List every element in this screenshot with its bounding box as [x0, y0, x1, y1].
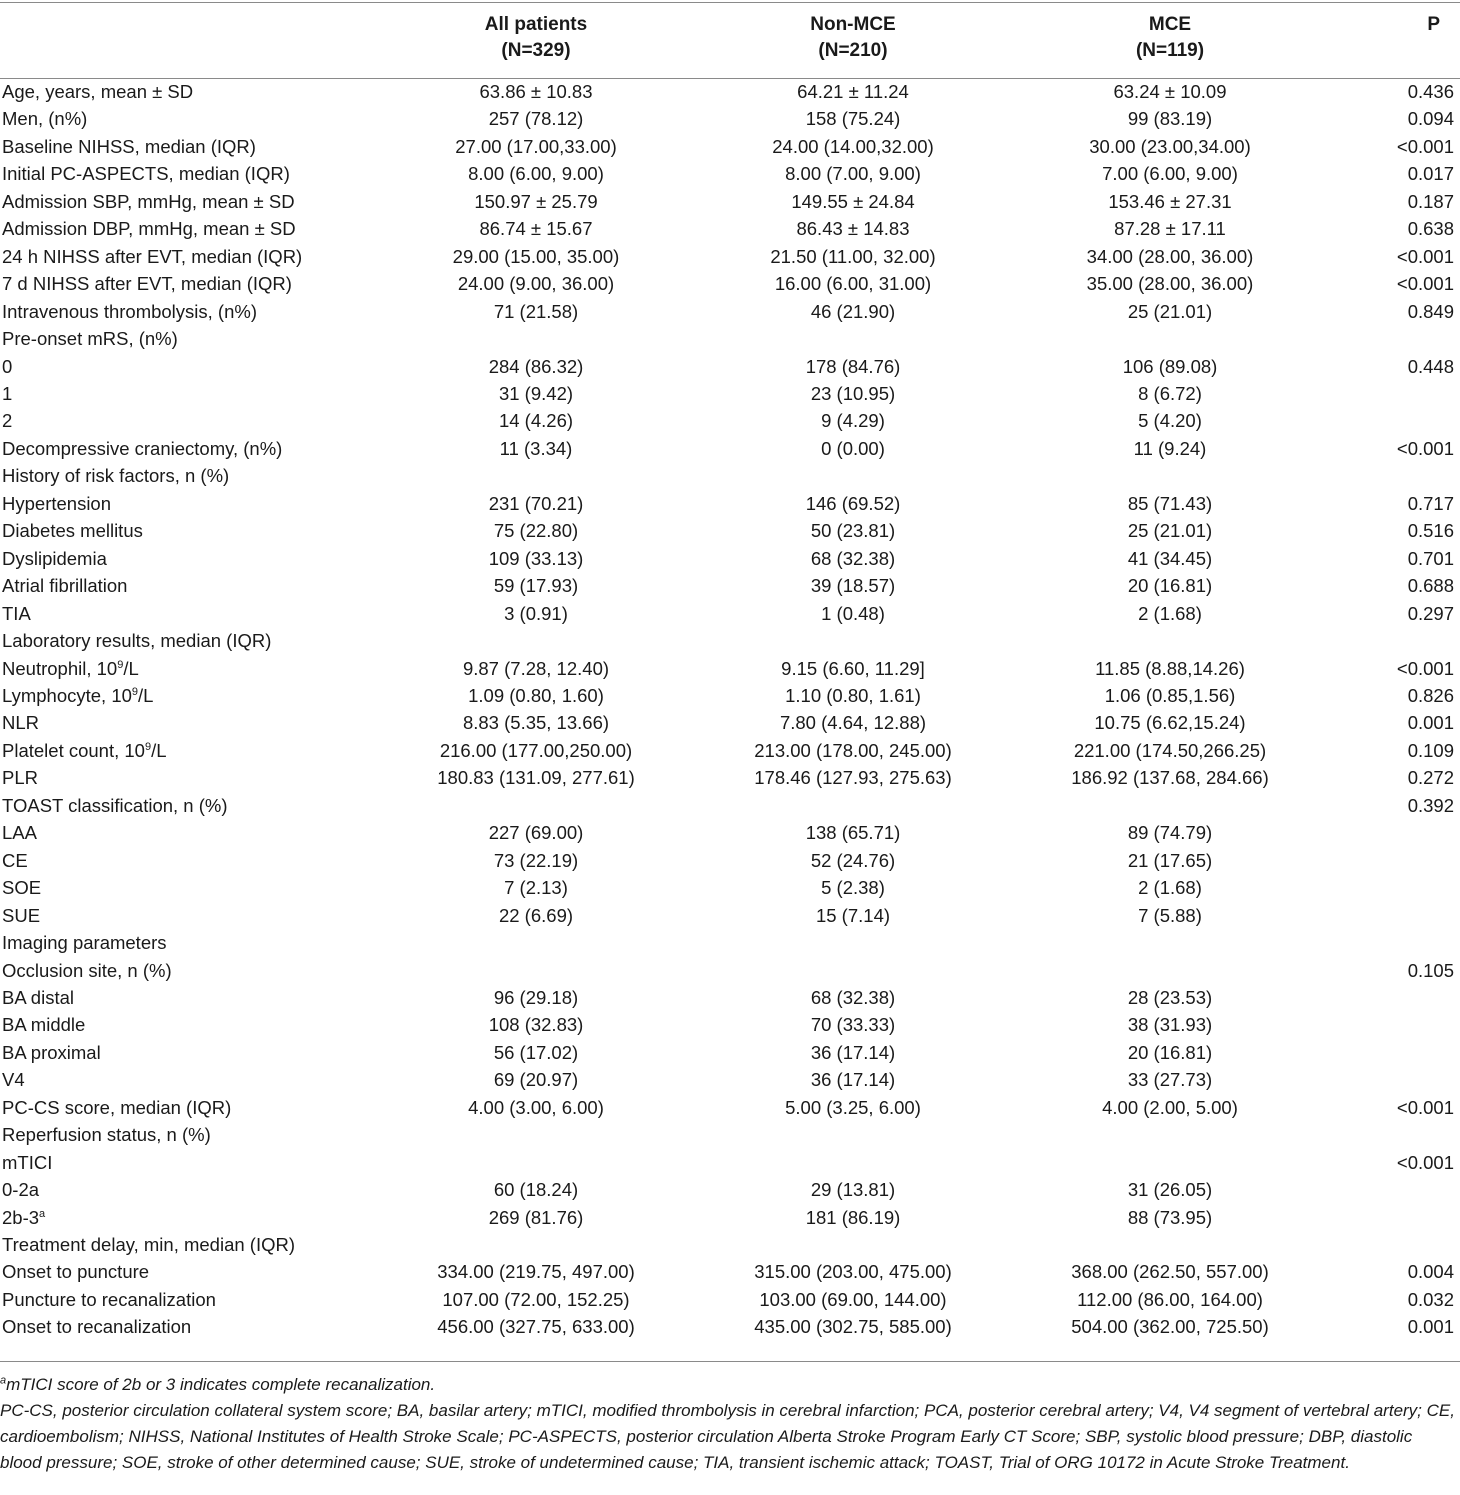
table-row	[0, 298, 1460, 325]
cell-p-value: 0.516	[1407, 520, 1454, 542]
cell-p-value: 0.187	[1407, 190, 1454, 212]
cell-all-patients: 269 (81.76)	[488, 1206, 584, 1228]
cell-all-patients: 284 (86.32)	[488, 355, 584, 377]
cell-all-patients	[390, 627, 682, 654]
table-row	[0, 215, 1460, 242]
cell-mce: 35.00 (28.00, 36.00)	[1086, 273, 1254, 295]
cell-p-value: 0.701	[1407, 547, 1454, 569]
cell-p-value	[1316, 847, 1460, 874]
table-row	[0, 572, 1460, 599]
cell-non-mce: 1 (0.48)	[821, 602, 885, 624]
cell-all-patients: 8.00 (6.00, 9.00)	[468, 163, 604, 185]
cell-p-value: 0.436	[1407, 81, 1454, 102]
cell-mce	[1024, 1149, 1316, 1176]
cell-non-mce: 213.00 (178.00, 245.00)	[754, 739, 952, 761]
table-row	[0, 957, 1460, 984]
cell-mce: 38 (31.93)	[1127, 1014, 1213, 1036]
table-row	[0, 133, 1460, 160]
row-label: 2	[2, 410, 13, 432]
cell-mce: 28 (23.53)	[1127, 986, 1213, 1008]
baseline-characteristics-table	[0, 12, 1460, 1341]
row-label: BA middle	[2, 1014, 86, 1036]
cell-non-mce: 68 (32.38)	[810, 547, 896, 569]
cell-mce: 11.85 (8.88,14.26)	[1095, 657, 1245, 679]
cell-p-value: 0.001	[1407, 1316, 1454, 1338]
cell-all-patients: 1.09 (0.80, 1.60)	[468, 684, 604, 706]
cell-p-value: <0.001	[1396, 245, 1454, 267]
cell-non-mce: 16.00 (6.00, 31.00)	[774, 273, 932, 295]
cell-non-mce: 9.15 (6.60, 11.29]	[781, 657, 925, 679]
row-label: Pre-onset mRS, (n%)	[2, 328, 178, 350]
cell-mce: 85 (71.43)	[1127, 492, 1213, 514]
cell-all-patients: 14 (4.26)	[498, 410, 574, 432]
cell-p-value	[1316, 984, 1460, 1011]
row-label: PC-CS score, median (IQR)	[2, 1096, 232, 1118]
row-label: Diabetes mellitus	[2, 520, 143, 542]
table-row	[0, 847, 1460, 874]
cell-mce: 7.00 (6.00, 9.00)	[1102, 163, 1238, 185]
cell-all-patients: 69 (20.97)	[493, 1069, 579, 1091]
cell-mce: 11 (9.24)	[1133, 437, 1207, 459]
cell-p-value: <0.001	[1396, 437, 1454, 459]
table-row	[0, 243, 1460, 270]
row-label: Reperfusion status, n (%)	[2, 1124, 211, 1146]
cell-non-mce: 138 (65.71)	[805, 822, 901, 844]
cell-all-patients: 9.87 (7.28, 12.40)	[462, 657, 610, 679]
table-header	[0, 12, 1460, 78]
cell-all-patients: 27.00 (17.00,33.00)	[455, 135, 617, 157]
footnote-a: $^a$mTICI score of 2b or 3 indicates complete recanalization.	[0, 1374, 436, 1394]
cell-mce: 31 (26.05)	[1127, 1179, 1213, 1201]
cell-non-mce	[682, 929, 1024, 956]
row-label: V4	[2, 1069, 25, 1091]
cell-p-value: 0.272	[1407, 767, 1454, 789]
cell-non-mce: 50 (23.81)	[810, 520, 896, 542]
table-row	[0, 270, 1460, 297]
cell-mce: 8 (6.72)	[1138, 382, 1202, 404]
cell-mce: 30.00 (23.00,34.00)	[1089, 135, 1251, 157]
cell-non-mce: 5.00 (3.25, 6.00)	[785, 1096, 921, 1118]
row-label: Neutrophil, $10^9/L$	[2, 657, 139, 679]
cell-mce: 368.00 (262.50, 557.00)	[1071, 1261, 1269, 1283]
row-label: Lymphocyte, $10^9/L$	[2, 684, 154, 706]
row-label: Baseline NIHSS, median (IQR)	[2, 135, 256, 157]
cell-non-mce: 86.43 ± 14.83	[796, 218, 910, 240]
cell-non-mce	[682, 1231, 1024, 1258]
cell-non-mce: 68 (32.38)	[810, 986, 896, 1008]
row-label: Initial PC-ASPECTS, median (IQR)	[2, 163, 290, 185]
table-body	[0, 78, 1460, 1341]
cell-mce: 1.06 (0.85,1.56)	[1104, 684, 1236, 706]
row-label: PLR	[2, 767, 38, 789]
cell-non-mce: 15 (7.14)	[815, 904, 891, 926]
cell-non-mce: 21.50 (11.00, 32.00)	[770, 245, 936, 267]
header-mce: MCE (N=119)	[1135, 14, 1205, 61]
cell-p-value	[1316, 1121, 1460, 1148]
cell-p-value: 0.105	[1407, 959, 1454, 981]
cell-all-patients	[390, 1149, 682, 1176]
cell-all-patients: 11 (3.34)	[499, 437, 573, 459]
cell-mce: 153.46 ± 27.31	[1108, 190, 1232, 212]
cell-mce	[1024, 325, 1316, 352]
cell-non-mce: 29 (13.81)	[810, 1179, 896, 1201]
cell-p-value: 0.849	[1407, 300, 1454, 322]
cell-mce: 2 (1.68)	[1138, 602, 1202, 624]
table-row	[0, 1066, 1460, 1093]
table-row	[0, 737, 1460, 764]
cell-mce	[1024, 627, 1316, 654]
row-label: SUE	[2, 904, 41, 926]
table-row	[0, 874, 1460, 901]
row-label: Atrial fibrillation	[2, 575, 128, 597]
cell-all-patients: 108 (32.83)	[488, 1014, 584, 1036]
cell-non-mce: 1.10 (0.80, 1.61)	[785, 684, 921, 706]
row-label: 7 d NIHSS after EVT, median (IQR)	[2, 273, 292, 295]
cell-non-mce: 36 (17.14)	[810, 1041, 896, 1063]
cell-mce: 88 (73.95)	[1127, 1206, 1213, 1228]
row-label: Puncture to recanalization	[2, 1288, 216, 1310]
cell-non-mce: 158 (75.24)	[805, 108, 901, 130]
cell-mce	[1024, 792, 1316, 819]
table-row	[0, 984, 1460, 1011]
cell-p-value	[1316, 380, 1460, 407]
row-label: 0-2a	[2, 1179, 40, 1201]
cell-all-patients: 73 (22.19)	[493, 849, 579, 871]
cell-p-value: 0.032	[1407, 1288, 1454, 1310]
cell-non-mce: 9 (4.29)	[821, 410, 885, 432]
cell-non-mce: 146 (69.52)	[805, 492, 901, 514]
cell-p-value	[1316, 407, 1460, 434]
table-row	[0, 655, 1460, 682]
cell-mce: 34.00 (28.00, 36.00)	[1086, 245, 1254, 267]
table-row	[0, 490, 1460, 517]
table-row	[0, 517, 1460, 544]
cell-p-value	[1316, 462, 1460, 489]
cell-mce: 106 (89.08)	[1122, 355, 1218, 377]
table-row	[0, 792, 1460, 819]
table-row	[0, 1313, 1460, 1340]
cell-p-value: <0.001	[1396, 273, 1454, 295]
cell-all-patients: 231 (70.21)	[488, 492, 584, 514]
cell-non-mce: 64.21 ± 11.24	[797, 81, 909, 102]
cell-non-mce: 5 (2.38)	[821, 877, 885, 899]
header-non-mce: Non-MCE (N=210)	[810, 14, 896, 61]
cell-p-value	[1316, 1039, 1460, 1066]
row-label: TIA	[2, 602, 31, 624]
header-label-column	[0, 12, 390, 78]
cell-all-patients: 86.74 ± 15.67	[479, 218, 593, 240]
cell-all-patients: 31 (9.42)	[498, 382, 574, 404]
table-row	[0, 764, 1460, 791]
cell-all-patients: 8.83 (5.35, 13.66)	[462, 712, 610, 734]
cell-mce: 21 (17.65)	[1127, 849, 1213, 871]
header-p-value: P	[1427, 14, 1440, 35]
cell-mce: 63.24 ± 10.09	[1113, 81, 1227, 102]
top-rule	[0, 2, 1460, 3]
row-label: Onset to recanalization	[2, 1316, 192, 1338]
cell-p-value: <0.001	[1396, 657, 1454, 679]
row-label: CE	[2, 849, 28, 871]
row-label: SOE	[2, 877, 42, 899]
cell-non-mce: 7.80 (4.64, 12.88)	[779, 712, 927, 734]
cell-non-mce: 178.46 (127.93, 275.63)	[754, 767, 952, 789]
cell-all-patients	[390, 929, 682, 956]
table-row	[0, 709, 1460, 736]
cell-p-value	[1316, 1066, 1460, 1093]
row-label: Men, (n%)	[2, 108, 88, 130]
row-label: mTICI	[2, 1151, 53, 1173]
table-row	[0, 1258, 1460, 1285]
cell-p-value	[1316, 1176, 1460, 1203]
cell-all-patients: 334.00 (219.75, 497.00)	[437, 1261, 635, 1283]
cell-all-patients: 109 (33.13)	[488, 547, 584, 569]
cell-non-mce	[682, 1149, 1024, 1176]
cell-p-value	[1316, 929, 1460, 956]
cell-all-patients: 71 (21.58)	[493, 300, 579, 322]
cell-non-mce: 39 (18.57)	[810, 575, 896, 597]
table-row	[0, 1094, 1460, 1121]
cell-mce: 7 (5.88)	[1138, 904, 1202, 926]
row-label: BA proximal	[2, 1041, 101, 1063]
table-row	[0, 819, 1460, 846]
cell-p-value: 0.392	[1407, 794, 1454, 816]
cell-non-mce: 435.00 (302.75, 585.00)	[754, 1316, 952, 1338]
cell-non-mce	[682, 957, 1024, 984]
row-label: Onset to puncture	[2, 1261, 150, 1283]
cell-all-patients: 227 (69.00)	[488, 822, 584, 844]
cell-non-mce: 36 (17.14)	[810, 1069, 896, 1091]
cell-all-patients: 456.00 (327.75, 633.00)	[437, 1316, 635, 1338]
cell-p-value: 0.826	[1407, 684, 1454, 706]
row-label: Treatment delay, min, median (IQR)	[2, 1234, 296, 1256]
cell-p-value: 0.297	[1407, 602, 1454, 624]
footnote-abbreviations: PC-CS, posterior circulation collateral system score; BA, basilar artery; mTICI, modified thrombolysis in cerebral infarction; PCA, posterior cerebral artery; V4, V4 segment of vertebral artery; CE, cardioembolism; NIHSS, National Institutes of Health Stroke Scale; PC-ASPECTS, posterior circulation Alberta Stroke Program Early CT Score; SBP, systolic blood pressure; DBP, diastolic blood pressure; SOE, stroke of other determined cause; SUE, stroke of undetermined cause; TIA, transient ischemic attack; TOAST, Trial of ORG 10172 in Acute Stroke Treatment.	[0, 1401, 1455, 1472]
cell-mce: 25 (21.01)	[1127, 300, 1213, 322]
row-label: Laboratory results, median (IQR)	[2, 630, 272, 652]
row-label: BA distal	[2, 986, 74, 1008]
table-row	[0, 407, 1460, 434]
cell-p-value: <0.001	[1396, 135, 1454, 157]
cell-mce	[1024, 1231, 1316, 1258]
cell-all-patients	[390, 957, 682, 984]
bottom-rule	[0, 1361, 1460, 1362]
cell-non-mce	[682, 325, 1024, 352]
cell-p-value: 0.638	[1407, 218, 1454, 240]
cell-all-patients: 216.00 (177.00,250.00)	[439, 739, 633, 761]
cell-mce	[1024, 957, 1316, 984]
cell-all-patients: 96 (29.18)	[493, 986, 579, 1008]
table-row	[0, 78, 1460, 105]
cell-non-mce	[682, 462, 1024, 489]
cell-p-value: 0.688	[1407, 575, 1454, 597]
cell-non-mce: 315.00 (203.00, 475.00)	[754, 1261, 952, 1283]
header-all-patients: All patients (N=329)	[484, 14, 588, 61]
cell-non-mce: 103.00 (69.00, 144.00)	[759, 1288, 947, 1310]
cell-p-value	[1316, 819, 1460, 846]
cell-mce: 20 (16.81)	[1127, 1041, 1213, 1063]
cell-non-mce: 8.00 (7.00, 9.00)	[785, 163, 921, 185]
table-row	[0, 1011, 1460, 1038]
table-row	[0, 1176, 1460, 1203]
cell-all-patients	[390, 1231, 682, 1258]
cell-mce: 41 (34.45)	[1127, 547, 1213, 569]
cell-p-value: 0.109	[1407, 739, 1454, 761]
table-row	[0, 902, 1460, 929]
table-row	[0, 1039, 1460, 1066]
cell-non-mce: 46 (21.90)	[810, 300, 896, 322]
cell-all-patients: 22 (6.69)	[498, 904, 574, 926]
cell-all-patients: 257 (78.12)	[488, 108, 584, 130]
cell-mce: 221.00 (174.50,266.25)	[1073, 739, 1267, 761]
table-row	[0, 188, 1460, 215]
cell-non-mce	[682, 792, 1024, 819]
table-row	[0, 325, 1460, 352]
cell-all-patients: 7 (2.13)	[504, 877, 568, 899]
table-row	[0, 600, 1460, 627]
cell-all-patients: 75 (22.80)	[493, 520, 579, 542]
cell-all-patients: 107.00 (72.00, 152.25)	[442, 1288, 630, 1310]
cell-mce: 5 (4.20)	[1138, 410, 1202, 432]
table-row	[0, 1149, 1460, 1176]
cell-non-mce: 149.55 ± 24.84	[791, 190, 915, 212]
cell-mce: 2 (1.68)	[1138, 877, 1202, 899]
cell-mce: 87.28 ± 17.11	[1114, 218, 1226, 240]
cell-all-patients: 24.00 (9.00, 36.00)	[457, 273, 615, 295]
cell-mce: 112.00 (86.00, 164.00)	[1077, 1288, 1263, 1310]
cell-mce: 99 (83.19)	[1127, 108, 1213, 130]
cell-non-mce	[682, 1121, 1024, 1148]
cell-non-mce: 70 (33.33)	[810, 1014, 896, 1036]
row-label: Admission DBP, mmHg, mean ± SD	[2, 218, 296, 240]
row-label: Platelet count, $10^9/L$	[2, 739, 167, 761]
table-row	[0, 1204, 1460, 1231]
cell-mce	[1024, 462, 1316, 489]
cell-p-value: <0.001	[1396, 1096, 1454, 1118]
table-row	[0, 462, 1460, 489]
cell-mce: 89 (74.79)	[1127, 822, 1213, 844]
cell-all-patients: 150.97 ± 25.79	[474, 190, 598, 212]
cell-p-value	[1316, 627, 1460, 654]
cell-mce: 20 (16.81)	[1127, 575, 1213, 597]
cell-mce: 33 (27.73)	[1127, 1069, 1213, 1091]
row-label: Occlusion site, n (%)	[2, 959, 172, 981]
table-row	[0, 627, 1460, 654]
cell-mce: 4.00 (2.00, 5.00)	[1102, 1096, 1238, 1118]
row-label: Imaging parameters	[2, 932, 167, 954]
table-row	[0, 353, 1460, 380]
cell-all-patients: 56 (17.02)	[493, 1041, 579, 1063]
cell-p-value: <0.001	[1396, 1151, 1454, 1173]
table-row	[0, 682, 1460, 709]
cell-p-value: 0.001	[1407, 712, 1454, 734]
cell-p-value	[1316, 1011, 1460, 1038]
row-label: History of risk factors, n (%)	[2, 465, 230, 487]
table-row	[0, 545, 1460, 572]
cell-non-mce: 181 (86.19)	[805, 1206, 901, 1228]
table-footnotes	[0, 1372, 1458, 1476]
row-label: 24 h NIHSS after EVT, median (IQR)	[2, 245, 303, 267]
cell-non-mce: 24.00 (14.00,32.00)	[772, 135, 934, 157]
row-label: NLR	[2, 712, 40, 734]
row-label: Intravenous thrombolysis, (n%)	[2, 300, 257, 322]
cell-all-patients: 4.00 (3.00, 6.00)	[468, 1096, 604, 1118]
row-label: Hypertension	[2, 492, 112, 514]
cell-non-mce: 52 (24.76)	[810, 849, 896, 871]
row-label: Age, years, mean ± SD	[2, 81, 194, 102]
cell-p-value: 0.094	[1407, 108, 1454, 130]
row-label: 2b-3$^a$	[2, 1206, 46, 1228]
cell-mce	[1024, 1121, 1316, 1148]
cell-p-value	[1316, 1231, 1460, 1258]
row-label: Dyslipidemia	[2, 547, 107, 569]
cell-all-patients	[390, 792, 682, 819]
cell-non-mce: 0 (0.00)	[821, 437, 885, 459]
table-row	[0, 1231, 1460, 1258]
table-row	[0, 1121, 1460, 1148]
table-row	[0, 435, 1460, 462]
row-label: Admission SBP, mmHg, mean ± SD	[2, 190, 295, 212]
cell-p-value: 0.717	[1407, 492, 1454, 514]
cell-non-mce: 178 (84.76)	[805, 355, 901, 377]
cell-all-patients: 63.86 ± 10.83	[479, 81, 593, 102]
cell-all-patients: 29.00 (15.00, 35.00)	[452, 245, 620, 267]
cell-non-mce: 23 (10.95)	[810, 382, 896, 404]
table-row	[0, 929, 1460, 956]
cell-mce: 186.92 (137.68, 284.66)	[1071, 767, 1269, 789]
cell-p-value	[1316, 1204, 1460, 1231]
table-row	[0, 380, 1460, 407]
cell-all-patients	[390, 1121, 682, 1148]
cell-p-value: 0.004	[1407, 1261, 1454, 1283]
cell-all-patients: 60 (18.24)	[493, 1179, 579, 1201]
cell-p-value: 0.017	[1407, 163, 1454, 185]
cell-all-patients: 59 (17.93)	[493, 575, 579, 597]
row-label: 1	[2, 382, 13, 404]
cell-p-value	[1316, 874, 1460, 901]
cell-all-patients	[390, 325, 682, 352]
cell-all-patients: 3 (0.91)	[504, 602, 568, 624]
row-label: LAA	[2, 822, 37, 844]
cell-all-patients	[390, 462, 682, 489]
row-label: TOAST classification, n (%)	[2, 794, 228, 816]
cell-p-value	[1316, 325, 1460, 352]
cell-mce: 25 (21.01)	[1127, 520, 1213, 542]
cell-all-patients: 180.83 (131.09, 277.61)	[437, 767, 635, 789]
cell-mce: 504.00 (362.00, 725.50)	[1071, 1316, 1269, 1338]
cell-mce	[1024, 929, 1316, 956]
row-label: 0	[2, 355, 13, 377]
table-row	[0, 105, 1460, 132]
table-row	[0, 1286, 1460, 1313]
table-row	[0, 160, 1460, 187]
cell-p-value	[1316, 902, 1460, 929]
cell-mce: 10.75 (6.62,15.24)	[1094, 712, 1246, 734]
row-label: Decompressive craniectomy, (n%)	[2, 437, 283, 459]
cell-p-value: 0.448	[1407, 355, 1454, 377]
cell-non-mce	[682, 627, 1024, 654]
